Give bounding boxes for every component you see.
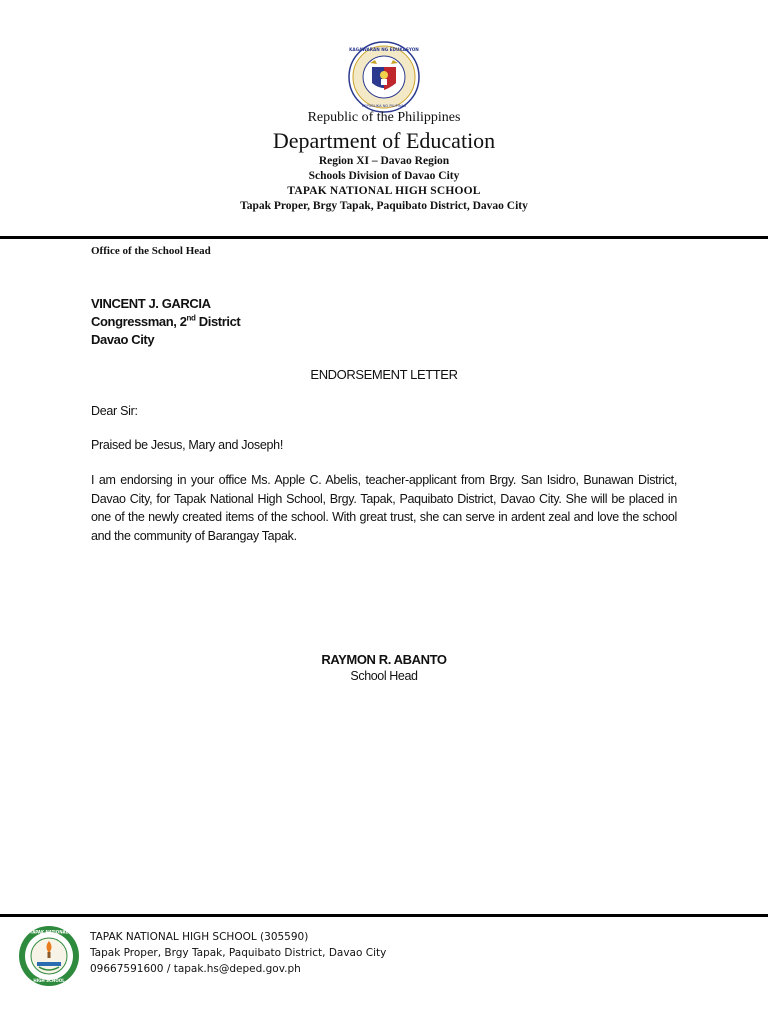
department-heading: Department of Education [272,128,496,153]
division-line: Schools Division of Davao City [308,170,460,182]
recipient-name: VINCENT J. GARCIA [91,296,211,311]
footer-divider [0,914,768,917]
svg-text:KAGAWARAN NG EDUKASYON: KAGAWARAN NG EDUKASYON [349,47,419,52]
recipient-title-sup: nd [186,313,196,323]
footer-contact: 09667591600 / tapak.hs@deped.gov.ph [90,963,301,975]
greeting: Praised be Jesus, Mary and Joseph! [91,438,283,452]
svg-text:TAPAK NATIONAL: TAPAK NATIONAL [29,929,69,935]
svg-text:HIGH SCHOOL: HIGH SCHOOL [33,978,65,983]
salutation: Dear Sir: [91,404,138,418]
letter-subject: ENDORSEMENT LETTER [310,367,458,382]
recipient-title [91,314,240,329]
signer-title: School Head [350,669,418,683]
letter-body: I am endorsing in your office Ms. Apple C. Abelis, teacher-applicant from Brgy. San Isidro, Bunawan District, Davao City, for Tapak National High School, Brgy. Tapak, Paquibato District, Davao City. She will be placed in one of the newly created items of the school. With great trust, she can serve in ardent zeal and love the school and the community of Barangay Tapak. [91,473,677,543]
school-name-line: TAPAK NATIONAL HIGH SCHOOL [287,185,481,197]
recipient-title-prefix: Congressman, 2 [91,314,187,329]
republic-heading: Republic of the Philippines [307,110,461,125]
recipient-city: Davao City [91,332,155,347]
header-divider [0,236,768,239]
office-label: Office of the School Head [91,245,211,257]
school-address-line: Tapak Proper, Brgy Tapak, Paquibato District, Davao City [240,200,528,212]
region-line: Region XI – Davao Region [318,155,450,167]
footer-school-name: TAPAK NATIONAL HIGH SCHOOL (305590) [90,931,309,943]
school-logo-icon [18,925,80,987]
deped-seal-icon [348,41,420,113]
signer-name: RAYMON R. ABANTO [321,652,447,667]
svg-text:REPUBLIKA NG PILIPINAS: REPUBLIKA NG PILIPINAS [361,104,407,108]
recipient-title-suffix: District [195,314,241,329]
footer-address: Tapak Proper, Brgy Tapak, Paquibato District, Davao City [90,947,387,959]
